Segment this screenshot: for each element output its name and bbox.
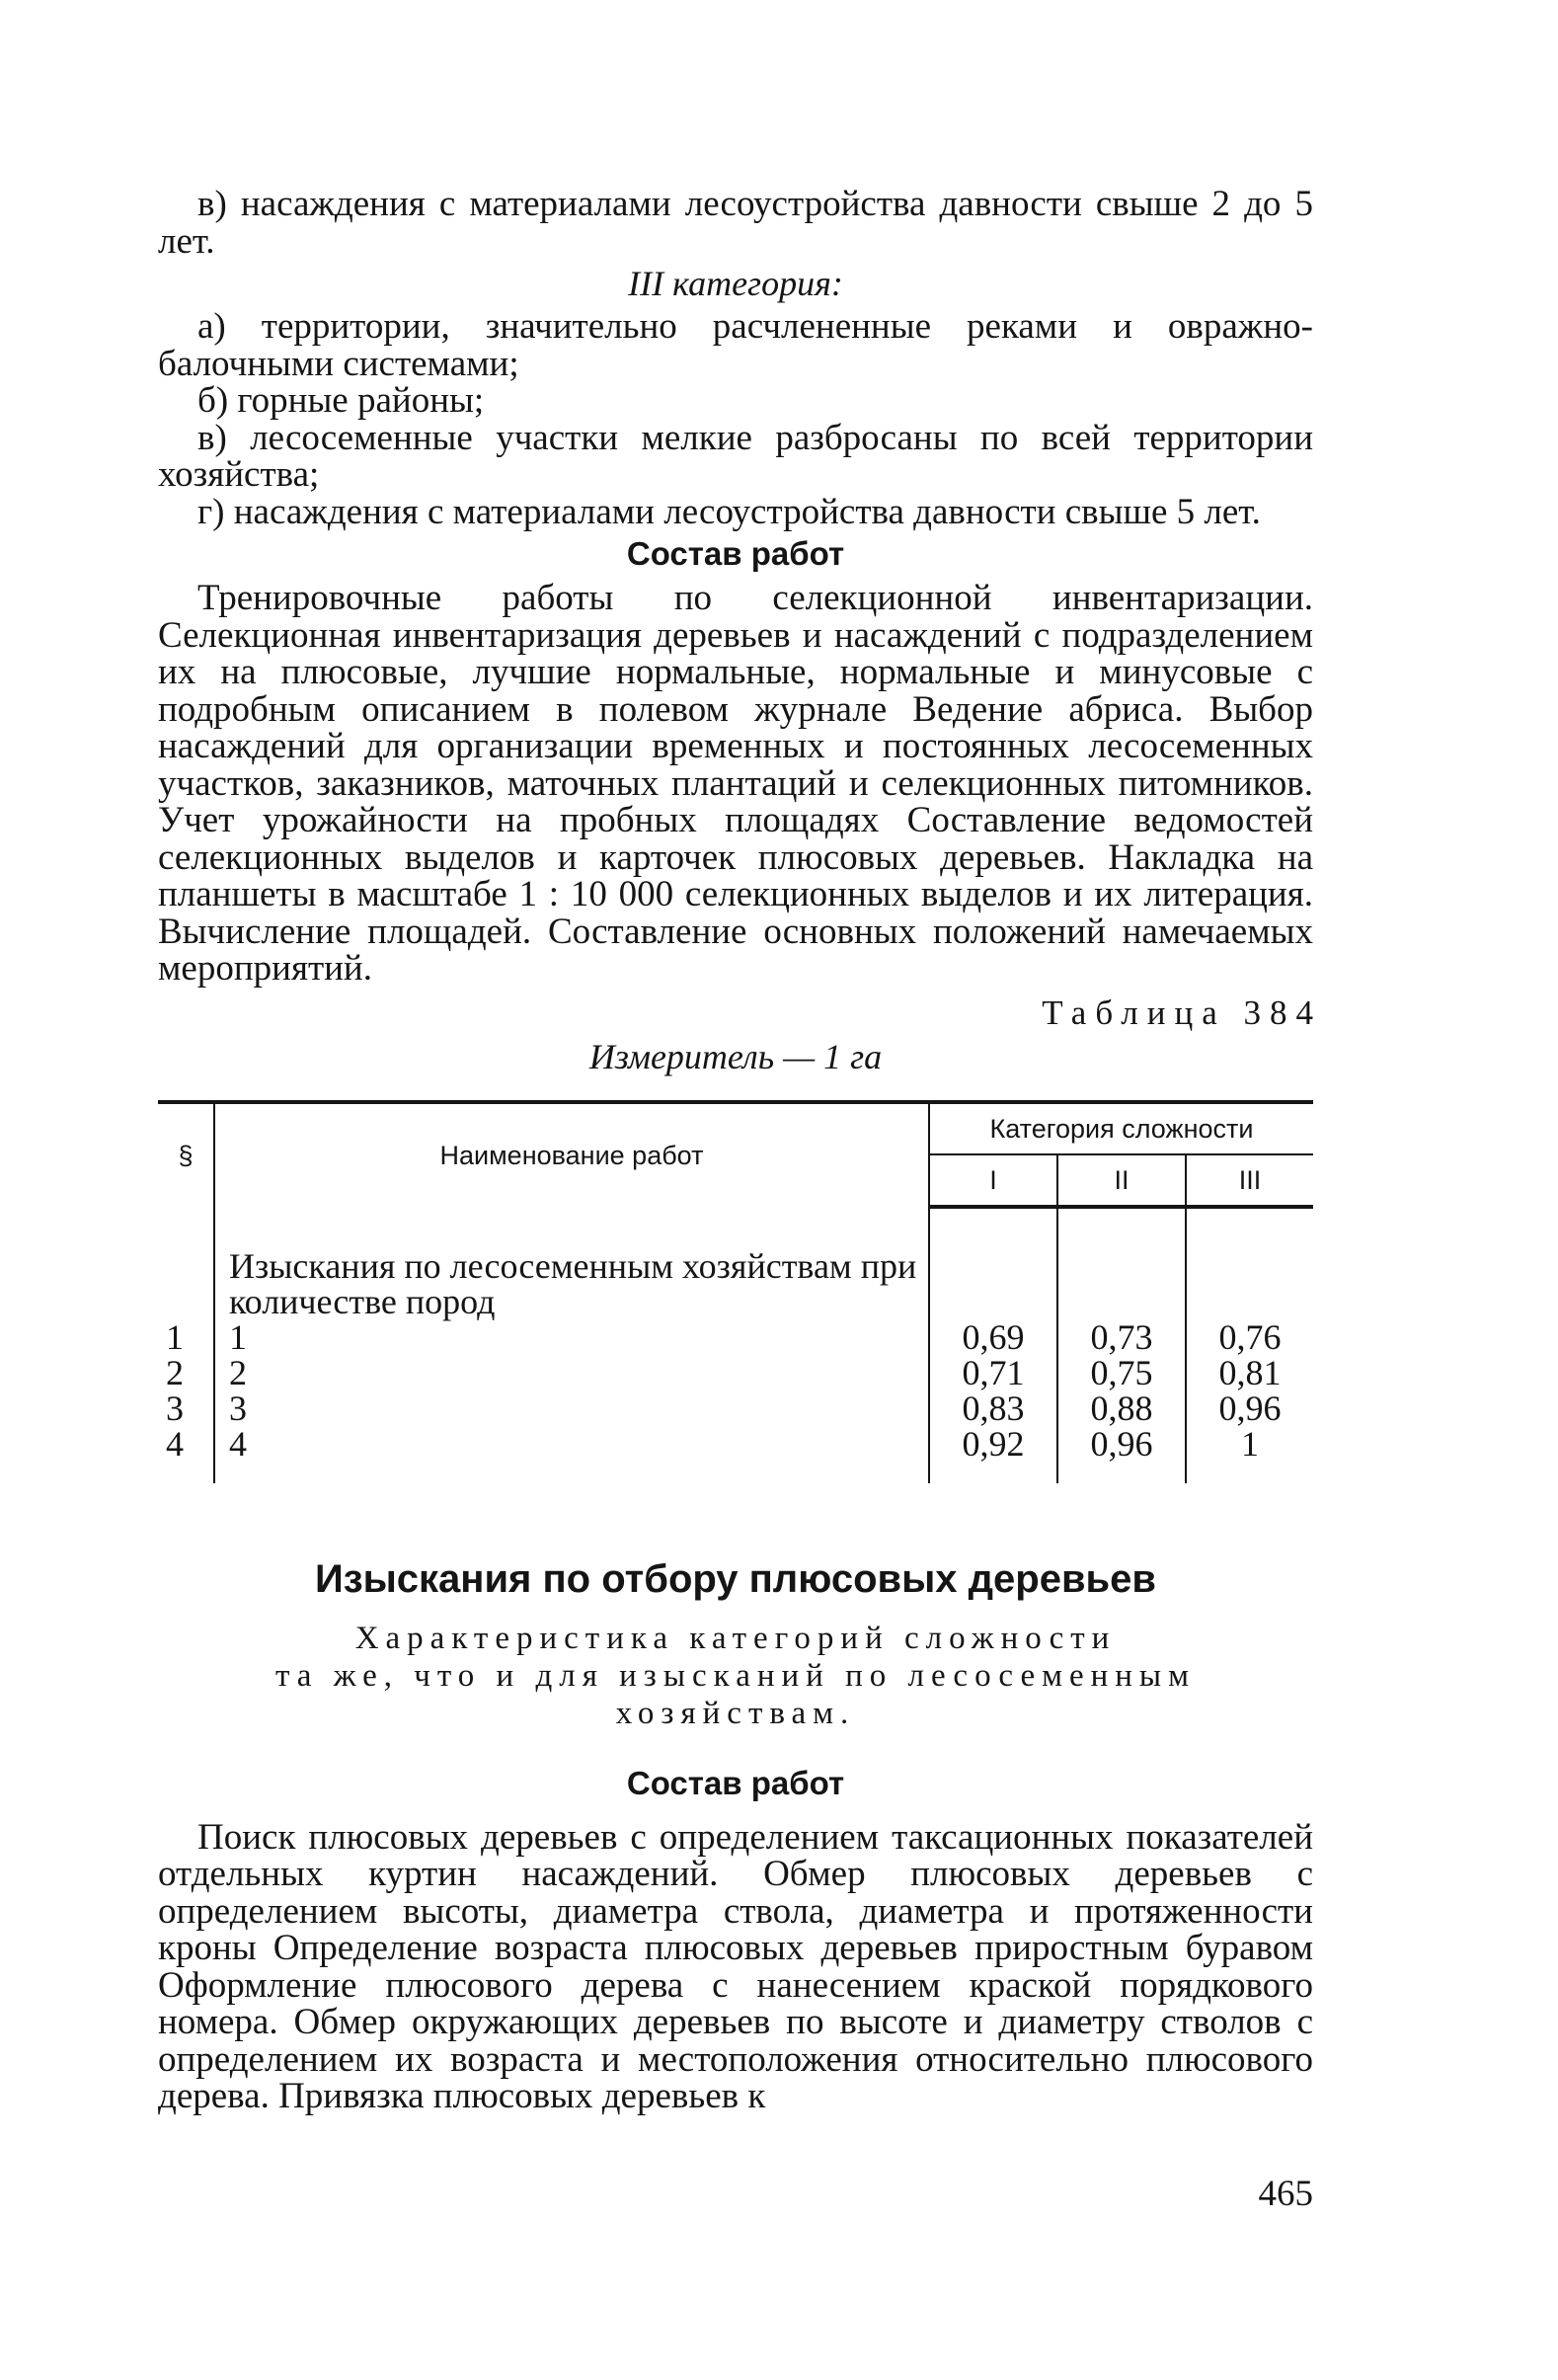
row-value-cat2: 0,88 xyxy=(1057,1390,1186,1426)
header-category-3: III xyxy=(1186,1154,1313,1207)
table-measure: Измеритель — 1 га xyxy=(588,1036,883,1076)
table-row xyxy=(158,1426,1313,1483)
row-value-cat2: 0,96 xyxy=(1057,1426,1186,1483)
category-item-c: в) лесосеменные участки мелкие разбросаны по всей территории хозяйства; xyxy=(158,417,1313,495)
table-number: Таблица 384 xyxy=(1042,992,1322,1032)
table-group-row xyxy=(158,1207,1313,1319)
row-value-cat3: 0,81 xyxy=(1218,1352,1282,1392)
header-category-2: II xyxy=(1057,1154,1186,1207)
row-value-cat2: 0,75 xyxy=(1057,1355,1186,1390)
row-value-cat3: 0,96 xyxy=(1218,1388,1282,1428)
rates-table xyxy=(158,1100,1313,1483)
table-row xyxy=(158,1390,1313,1426)
row-value-cat1: 0,69 xyxy=(929,1319,1057,1355)
category-item-a: а) территории, значительно расчлененные реками и овражно-балочными системами; xyxy=(158,306,1313,384)
intro-paragraph: в) насаждения с материалами лесоустройства давности свыше 2 до 5 лет. xyxy=(158,184,1313,262)
table-row xyxy=(158,1355,1313,1390)
header-work-name: Наименование работ xyxy=(214,1102,929,1207)
section-body: Тренировочные работы по селекционной инвентаризации. Селекционная инвентаризация деревьев и насаждений с подразделением их на плюсовые, лучшие нормальные, нормальные и минусовые с подробным описанием в полевом журнале Ведение абриса. Выбор насаждений для организации временных и постоянных лесосеменных участков, заказников, маточных плантаций и селекционных питомников. Учет урожайности на пробных площадях Составление ведомостей селекционных выделов и карточек плюсовых деревьев. Накладка на планшеты в масштабе 1 : 10 000 селекционных выделов и их литерация. Вычисление площадей. Составление основных положений намечаемых мероприятий. xyxy=(158,578,1313,989)
group-num-cell xyxy=(158,1207,214,1319)
category-note-line-2: та же, что и для изысканий по лесосеменным xyxy=(274,1657,1196,1694)
page-number: 465 xyxy=(1258,2174,1313,2214)
header-category-1: I xyxy=(929,1154,1057,1207)
section-title: Изыскания по отбору плюсовых деревьев xyxy=(315,1556,1156,1601)
row-number: 2 xyxy=(158,1355,214,1390)
header-complexity-category: Категория сложности xyxy=(929,1102,1313,1154)
section-body-2: Поиск плюсовых деревьев с определением таксационных показателей отдельных куртин насаждений. Обмер плюсовых деревьев с определением высоты, диаметра ствола, диаметра и протяженности кроны Определение возраста плюсовых деревьев приростным буравом Оформление плюсового дерева с нанесением краской порядкового номера. Обмер окружающих деревьев по высоте и диаметру стволов с определением их возраста и местоположения относительно плюсового дерева. Привязка плюсовых деревьев к xyxy=(158,1816,1313,2116)
row-value-cat3: 1 xyxy=(1241,1423,1259,1464)
row-number: 1 xyxy=(158,1319,214,1355)
row-name: 1 xyxy=(214,1319,929,1355)
category-note-line-3: хозяйствам. xyxy=(615,1695,856,1731)
row-value-cat1: 0,83 xyxy=(929,1390,1057,1426)
category-item-d: г) насаждения с материалами лесоустройства давности свыше 5 лет. xyxy=(197,491,1261,532)
row-number: 3 xyxy=(158,1390,214,1426)
header-section-number: § xyxy=(158,1102,214,1207)
row-number: 4 xyxy=(158,1426,214,1483)
section-heading: Состав работ xyxy=(626,535,845,572)
category-item-b: б) горные районы; xyxy=(197,380,485,421)
row-name: 4 xyxy=(214,1426,929,1483)
row-value-cat1: 0,71 xyxy=(929,1355,1057,1390)
row-name: 2 xyxy=(214,1355,929,1390)
row-value-cat3: 0,76 xyxy=(1218,1316,1282,1357)
page-content xyxy=(158,184,1322,2116)
section-heading-2: Состав работ xyxy=(626,1764,845,1801)
group-title: Изыскания по лесосеменным хозяйствам при количестве пород xyxy=(214,1207,929,1319)
row-value-cat2: 0,73 xyxy=(1057,1319,1186,1355)
table-row xyxy=(158,1319,1313,1355)
category-note-line-1: Характеристика категорий сложности xyxy=(354,1620,1117,1656)
row-name: 3 xyxy=(214,1390,929,1426)
category-3-heading: III категория: xyxy=(628,264,843,303)
row-value-cat1: 0,92 xyxy=(929,1426,1057,1483)
